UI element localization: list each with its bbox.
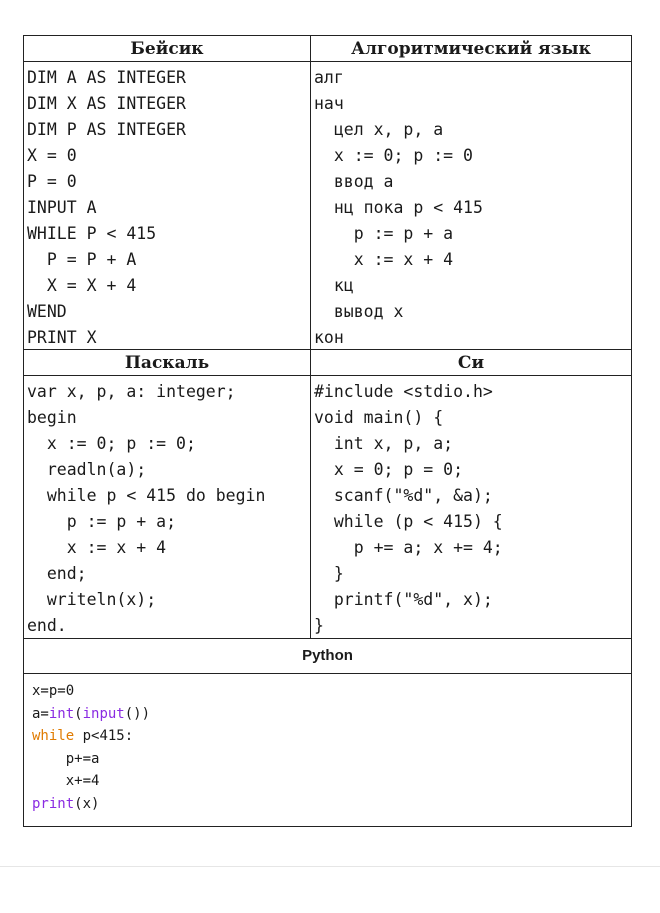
- code-line: int x, p, a;: [314, 434, 454, 453]
- code-line: x := x + 4: [314, 250, 454, 269]
- code-token: p<415:: [74, 728, 134, 744]
- code-line: INPUT A: [27, 198, 97, 217]
- header-row-2: [24, 349, 631, 376]
- builtin-token: print: [32, 795, 75, 812]
- basic-code-block: [24, 62, 311, 349]
- builtin-token: input: [82, 705, 125, 722]
- code-line: var x, p, a: integer;: [27, 382, 236, 401]
- basic-header: Бейсик: [24, 36, 311, 62]
- c-header: Си: [311, 350, 631, 376]
- code-line: цел x, p, a: [314, 120, 444, 139]
- code-line: #include <stdio.h>: [314, 382, 493, 401]
- code-line: [32, 793, 631, 816]
- code-line: X = 0: [27, 146, 77, 165]
- page-bottom-divider: [0, 866, 660, 867]
- code-line: [32, 703, 631, 726]
- code-line: while (p < 415) {: [314, 512, 503, 531]
- code-token: (x): [74, 795, 100, 812]
- code-line: x := 0; p := 0;: [27, 434, 196, 453]
- code-line: writeln(x);: [27, 590, 157, 609]
- code-line: readln(a);: [27, 460, 147, 479]
- code-line: p += a; x += 4;: [314, 538, 503, 557]
- code-comparison-table: [23, 35, 632, 827]
- header-row-1: [24, 36, 631, 62]
- code-line: void main() {: [314, 408, 444, 427]
- code-line: end;: [27, 564, 87, 583]
- keyword-token: while: [32, 728, 75, 744]
- code-line: нач: [314, 94, 344, 113]
- code-line: begin: [27, 408, 77, 427]
- code-row-2: [24, 376, 631, 639]
- python-code-block: [24, 674, 631, 826]
- code-line: X = X + 4: [27, 276, 137, 295]
- code-line: P = 0: [27, 172, 77, 191]
- code-line: P = P + A: [27, 250, 137, 269]
- code-line: p := p + a: [314, 224, 454, 243]
- code-line: алг: [314, 68, 344, 87]
- code-line: DIM P AS INTEGER: [27, 120, 186, 139]
- code-line: нц пока p < 415: [314, 198, 483, 217]
- code-line: x := 0; p := 0: [314, 146, 473, 165]
- algo-header: Алгоритмический язык: [311, 36, 631, 62]
- code-line: scanf("%d", &a);: [314, 486, 493, 505]
- code-line: DIM A AS INTEGER: [27, 68, 186, 87]
- code-token: (: [74, 705, 83, 722]
- code-row-1: [24, 62, 631, 349]
- pascal-header: Паскаль: [24, 350, 311, 376]
- code-line: WEND: [27, 302, 67, 321]
- code-line: ввод a: [314, 172, 394, 191]
- c-code-block: [311, 376, 631, 639]
- code-line: x+=4: [32, 773, 100, 789]
- code-line: DIM X AS INTEGER: [27, 94, 186, 113]
- code-line: end.: [27, 616, 67, 635]
- code-line: printf("%d", x);: [314, 590, 493, 609]
- code-line: x = 0; p = 0;: [314, 460, 464, 479]
- code-token: ()): [124, 705, 151, 722]
- python-header: Python: [24, 639, 631, 674]
- builtin-token: int: [48, 705, 75, 722]
- code-line: WHILE P < 415: [27, 224, 157, 243]
- code-line: while p < 415 do begin: [27, 486, 266, 505]
- code-line: кц: [314, 276, 354, 295]
- code-line: }: [314, 564, 344, 583]
- code-line: [32, 725, 631, 748]
- code-token: a=: [32, 705, 49, 722]
- pascal-code-block: [24, 376, 311, 639]
- code-line: кон: [314, 328, 344, 347]
- code-line: x=p=0: [32, 683, 75, 699]
- code-line: вывод x: [314, 302, 404, 321]
- code-line: p+=a: [32, 750, 100, 767]
- algo-code-block: [311, 62, 631, 349]
- code-line: PRINT X: [27, 328, 97, 347]
- code-line: p := p + a;: [27, 512, 177, 531]
- code-line: x := x + 4: [27, 538, 167, 557]
- code-line: }: [314, 616, 324, 635]
